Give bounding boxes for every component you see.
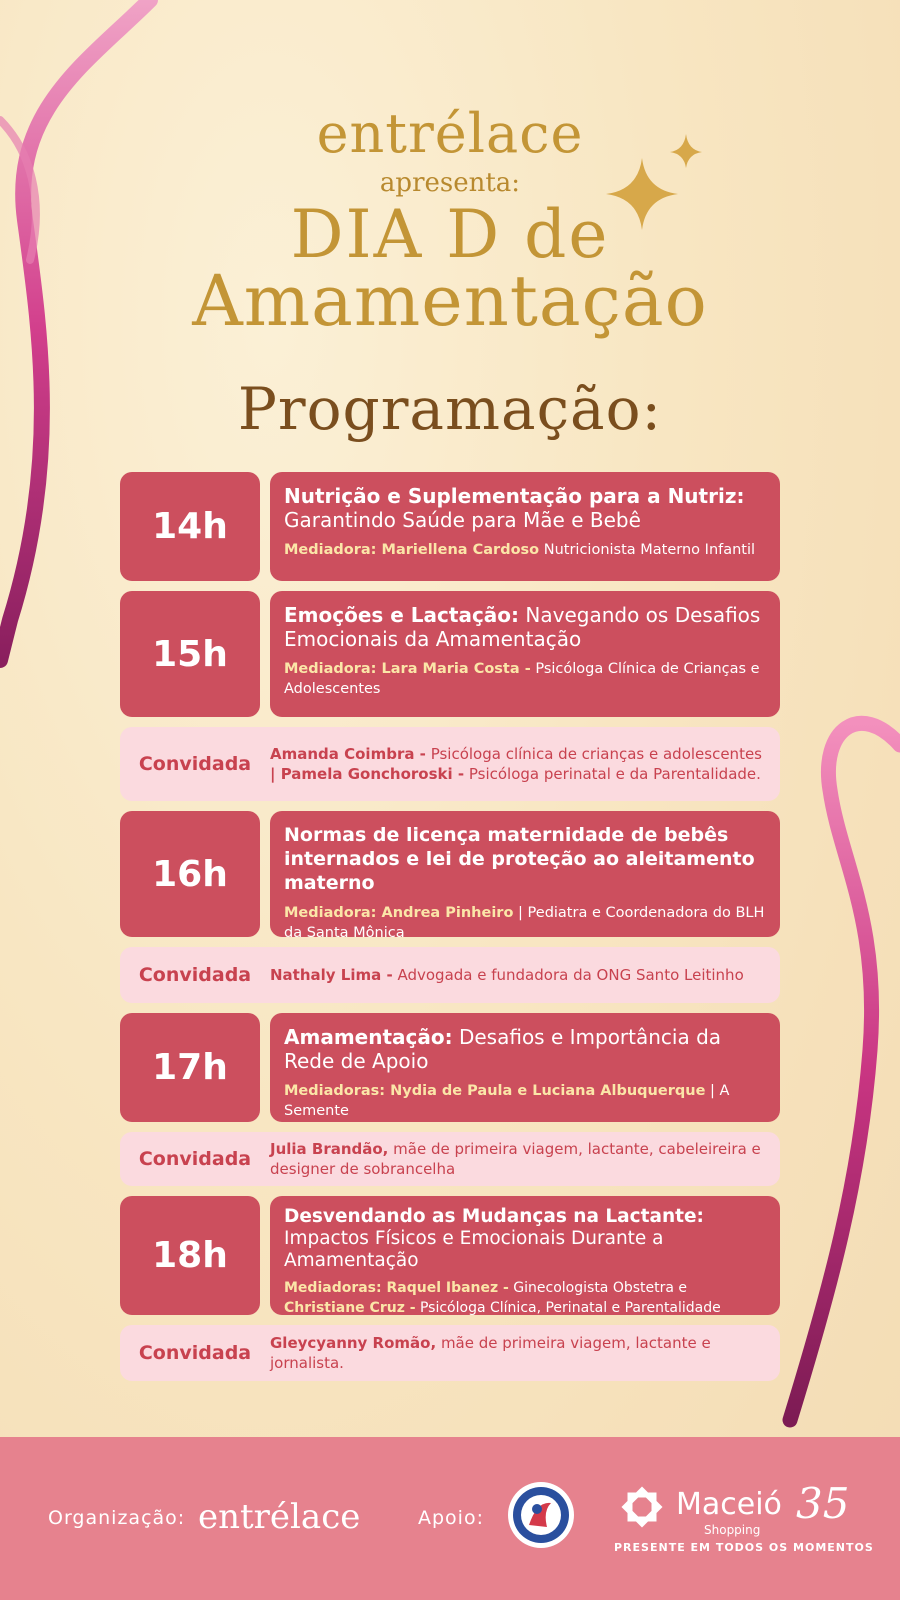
schedule-row-17h: [120, 1013, 780, 1122]
sponsor-sub: Shopping: [704, 1523, 761, 1537]
session-card: [270, 811, 780, 941]
schedule-list: [120, 472, 780, 1391]
sponsor-logo: [614, 1479, 874, 1559]
guest-row-18h: [120, 1325, 780, 1381]
schedule-row-14h: [120, 472, 780, 581]
sponsor-anniversary: 35: [796, 1479, 850, 1528]
time-badge: 14h: [120, 472, 260, 581]
sponsor-tagline: PRESENTE EM TODOS OS MOMENTOS: [614, 1541, 874, 1554]
organizer-logo: entrélace: [198, 1497, 361, 1537]
subtitle: apresenta:: [379, 168, 521, 198]
guest-label: Convidada: [138, 1148, 252, 1170]
session-title: Amamentação: Desafios e Importância da Rede de Apoio: [284, 1025, 722, 1073]
guest-info: Nathaly Lima - Advogada e fundadora da ONG Santo Leitinho: [270, 966, 744, 984]
time-badge: 15h: [120, 591, 260, 717]
guest-row-17h: [120, 1132, 780, 1186]
session-card: [270, 472, 780, 581]
time-badge: 17h: [120, 1013, 260, 1122]
guest-label: Convidada: [138, 964, 252, 986]
guest-info: Julia Brandão, mãe de primeira viagem, lactante, cabeleireira e designer de sobrancelha: [270, 1140, 761, 1178]
session-title: Nutrição e Suplementação para a Nutriz: Garantindo Saúde para Mãe e Bebê: [284, 484, 745, 532]
mediator-info: Mediadora: Mariellena Cardoso Nutricionista Materno Infantil: [284, 542, 756, 558]
guest-row-15h: [120, 727, 780, 801]
page-title-line1: DIA D de: [290, 196, 610, 273]
organization-label: Organização:: [48, 1507, 186, 1529]
footer: [0, 1437, 900, 1600]
session-card: [270, 591, 780, 717]
time-badge: 16h: [120, 811, 260, 937]
header: [0, 0, 900, 470]
guest-info: Amanda Coimbra - Psicóloga clínica de crianças e adolescentes | Pamela Gonchoroski - Psicóloga perinatal e da Parentalidade.: [270, 745, 762, 783]
page-title-line2: Amamentação: [192, 260, 708, 342]
session-title: Desvendando as Mudanças na Lactante: Impactos Físicos e Emocionais Durante a Amamentação: [284, 1206, 704, 1271]
session-title: Emoções e Lactação: Navegando os Desafios Emocionais da Amamentação: [284, 603, 761, 651]
schedule-row-15h: [120, 591, 780, 717]
guest-row-16h: [120, 947, 780, 1003]
support-label: Apoio:: [418, 1507, 484, 1529]
session-card: [270, 1196, 780, 1315]
mediator-info: Mediadora: Lara Maria Costa - Psicóloga Clínica de Crianças e Adolescentes: [284, 661, 760, 697]
mediator-info: Mediadoras: Nydia de Paula e Luciana Albuquerque | A Semente: [284, 1083, 730, 1119]
guest-info: Gleycyanny Romão, mãe de primeira viagem, lactante e jornalista.: [270, 1334, 711, 1372]
session-title: Normas de licença maternidade de bebês internados e lei de proteção ao aleitamento materno: [284, 824, 755, 894]
mediator-info: Mediadora: Andrea Pinheiro | Pediatra e Coordenadora do BLH da Santa Mônica: [284, 905, 765, 941]
guest-label: Convidada: [138, 753, 252, 775]
schedule-row-18h: [120, 1196, 780, 1315]
society-seal-icon: [507, 1481, 575, 1549]
sparkle-icon: [598, 128, 708, 238]
time-badge: 18h: [120, 1196, 260, 1315]
section-title: Programação:: [237, 375, 663, 443]
brand-logo: entrélace: [316, 102, 584, 165]
schedule-row-16h: [120, 811, 780, 941]
session-card: [270, 1013, 780, 1122]
sponsor-name: Maceió: [676, 1487, 782, 1522]
mediator-info: Mediadoras: Raquel Ibanez - Ginecologista Obstetra e Christiane Cruz - Psicóloga Clínica, Perinatal e Parentalidade: [284, 1280, 721, 1316]
maceio-star-icon: [620, 1485, 664, 1529]
guest-label: Convidada: [138, 1342, 252, 1364]
